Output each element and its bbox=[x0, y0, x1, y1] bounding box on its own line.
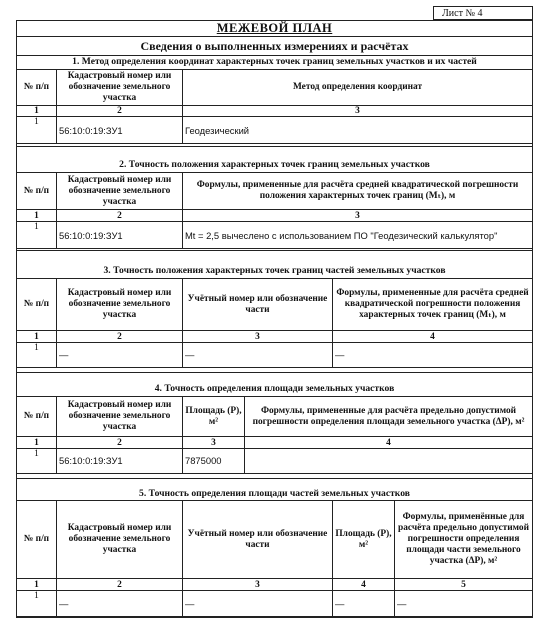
section-4-table bbox=[16, 396, 533, 474]
row-number: 1 bbox=[17, 117, 57, 144]
row-number: 1 bbox=[17, 222, 57, 249]
empty-dash: — bbox=[333, 591, 395, 617]
col-index: 2 bbox=[57, 106, 183, 117]
col-area-header: Площадь (P), м² bbox=[183, 397, 245, 437]
formula-value-empty bbox=[245, 449, 533, 474]
divider bbox=[16, 478, 533, 479]
col-num-header: № п/п bbox=[17, 397, 57, 437]
sheet-number: Лист № 4 bbox=[433, 6, 533, 20]
col-part-header: Учётный номер или обозначение части bbox=[183, 279, 333, 331]
col-index: 1 bbox=[17, 437, 57, 449]
col-area-header: Площадь (P), м² bbox=[333, 501, 395, 579]
col-index: 3 bbox=[183, 437, 245, 449]
col-index: 1 bbox=[17, 210, 57, 222]
col-index: 4 bbox=[245, 437, 533, 449]
empty-dash: — bbox=[57, 591, 183, 617]
col-index: 1 bbox=[17, 106, 57, 117]
section-3-heading: 3. Точность положения характерных точек границ частей земельных участков bbox=[103, 265, 446, 276]
method-value: Геодезический bbox=[183, 117, 533, 144]
col-formula-header: Формулы, примененные для расчёта предельно допустимой погрешности определения площади земельного участка (ΔP), м² bbox=[245, 397, 533, 437]
col-index: 1 bbox=[17, 331, 57, 343]
divider bbox=[16, 372, 533, 373]
col-index: 3 bbox=[183, 210, 533, 222]
empty-dash: — bbox=[57, 343, 183, 368]
section-1-table bbox=[16, 69, 533, 144]
col-index: 2 bbox=[57, 210, 183, 222]
col-part-header: Учётный номер или обозначение части bbox=[183, 501, 333, 579]
divider bbox=[16, 250, 533, 251]
empty-dash: — bbox=[395, 591, 533, 617]
col-index: 3 bbox=[183, 579, 333, 591]
table-row bbox=[17, 117, 533, 144]
col-index: 2 bbox=[57, 331, 183, 343]
col-index: 5 bbox=[395, 579, 533, 591]
section-3-table bbox=[16, 278, 533, 368]
col-num-header: № п/п bbox=[17, 501, 57, 579]
col-index: 2 bbox=[57, 579, 183, 591]
col-cad-header: Кадастровый номер или обозначение земельного участка bbox=[57, 70, 183, 106]
section-2-heading: 2. Точность положения характерных точек границ земельных участков bbox=[119, 159, 430, 170]
col-formula-header: Формулы, примененные для расчёта средней квадратической погрешности положения характерных точек границ (Mₜ), м bbox=[183, 173, 533, 210]
col-num-header: № п/п bbox=[17, 173, 57, 210]
col-method-header: Метод определения координат bbox=[183, 70, 533, 106]
row-number: 1 bbox=[17, 591, 57, 617]
col-formula-header: Формулы, применённые для расчёта предельно допустимой погрешности определения площади части земельного участка (ΔP), м² bbox=[395, 501, 533, 579]
col-index: 2 bbox=[57, 437, 183, 449]
section-4-heading: 4. Точность определения площади земельных участков bbox=[154, 383, 395, 394]
table-row bbox=[17, 343, 533, 368]
cadastral-number: 56:10:0:19:ЗУ1 bbox=[57, 449, 183, 474]
col-index: 4 bbox=[333, 331, 533, 343]
col-num-header: № п/п bbox=[17, 70, 57, 106]
section-5-heading: 5. Точность определения площади частей земельных участков bbox=[139, 488, 410, 499]
table-row bbox=[17, 449, 533, 474]
col-num-header: № п/п bbox=[17, 279, 57, 331]
col-cad-header: Кадастровый номер или обозначение земельного участка bbox=[57, 279, 183, 331]
divider bbox=[16, 146, 533, 147]
col-index: 1 bbox=[17, 579, 57, 591]
col-index: 3 bbox=[183, 331, 333, 343]
empty-dash: — bbox=[183, 591, 333, 617]
section-1-heading: 1. Метод определения координат характерных точек границ земельных участков и их частей bbox=[72, 56, 477, 67]
doc-title: МЕЖЕВОЙ ПЛАН bbox=[16, 20, 533, 37]
area-value: 7875000 bbox=[183, 449, 245, 474]
table-row bbox=[17, 591, 533, 617]
empty-dash: — bbox=[333, 343, 533, 368]
section-5-table bbox=[16, 500, 533, 617]
col-cad-header: Кадастровый номер или обозначение земельного участка bbox=[57, 397, 183, 437]
doc-subtitle: Сведения о выполненных измерениях и расчётах bbox=[16, 37, 533, 56]
col-formula-header: Формулы, примененные для расчёта средней квадратической погрешности положения характерных точек границ (Mₜ), м bbox=[333, 279, 533, 331]
empty-dash: — bbox=[183, 343, 333, 368]
cadastral-number: 56:10:0:19:ЗУ1 bbox=[57, 222, 183, 249]
col-index: 3 bbox=[183, 106, 533, 117]
col-cad-header: Кадастровый номер или обозначение земельного участка bbox=[57, 501, 183, 579]
formula-value: Mt = 2,5 вычеслено с использованием ПО "Геодезический калькулятор" bbox=[183, 222, 533, 249]
col-index: 4 bbox=[333, 579, 395, 591]
row-number: 1 bbox=[17, 343, 57, 368]
row-number: 1 bbox=[17, 449, 57, 474]
col-cad-header: Кадастровый номер или обозначение земельного участка bbox=[57, 173, 183, 210]
section-2-table bbox=[16, 172, 533, 249]
table-row bbox=[17, 222, 533, 249]
cadastral-number: 56:10:0:19:ЗУ1 bbox=[57, 117, 183, 144]
